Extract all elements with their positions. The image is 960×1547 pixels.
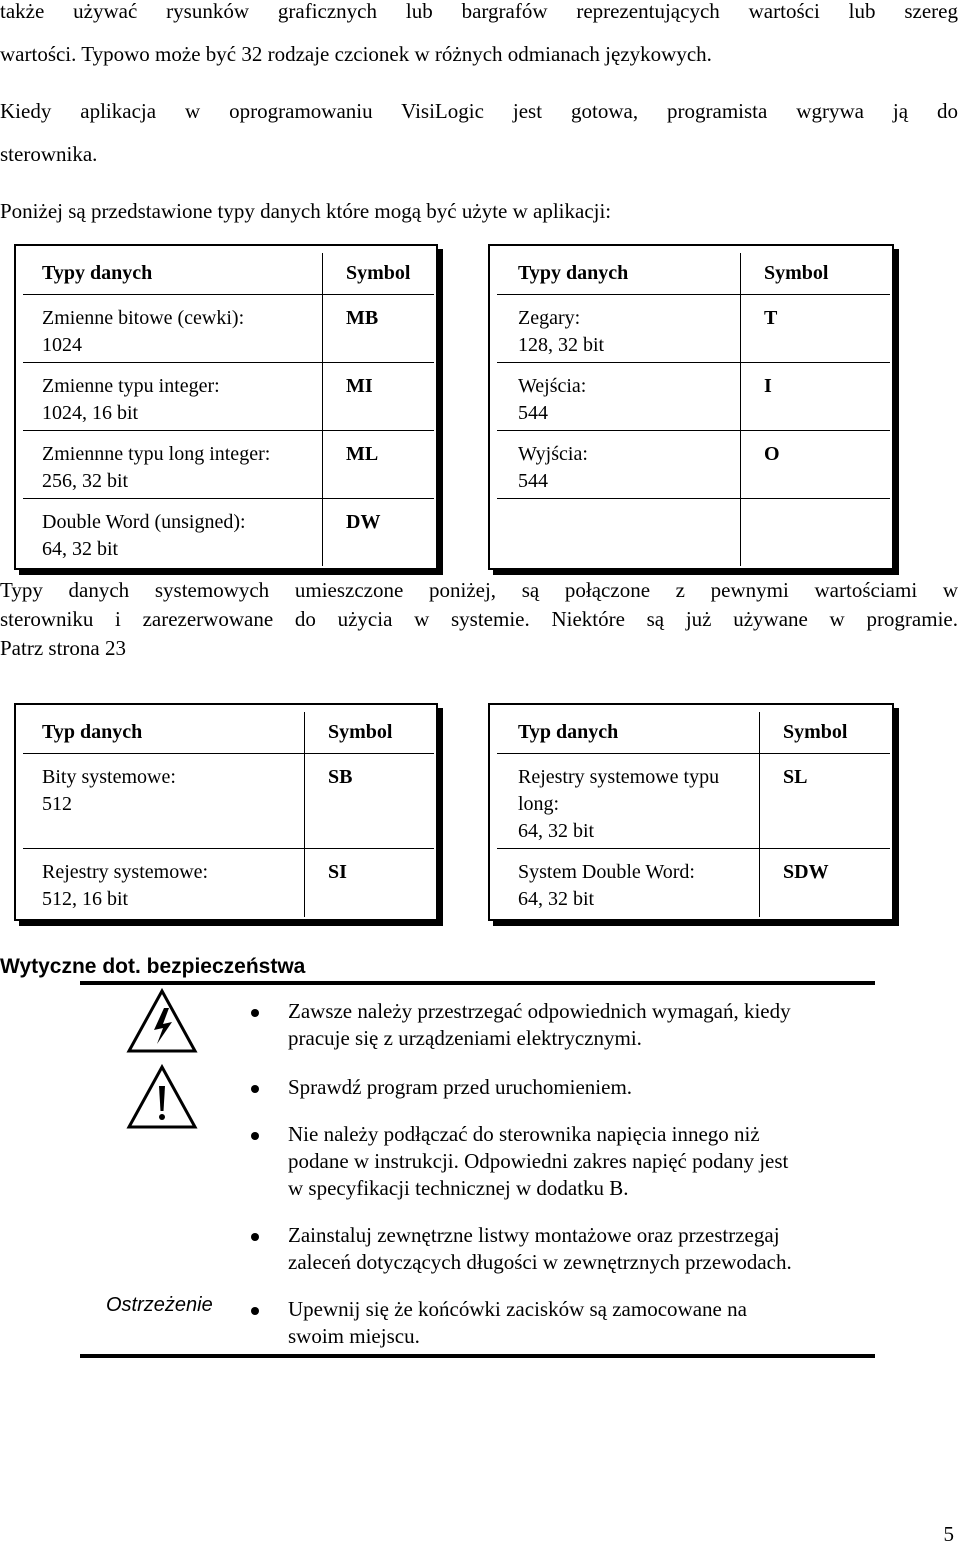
type-symbol: SI [328,861,347,883]
table-row [23,499,434,566]
type-name: Wyjścia: [518,443,588,465]
header-type: Typ danych [42,721,143,743]
type-name: Zegary: [518,307,581,329]
table-row [497,431,890,499]
type-name: Rejestry systemowe typu [518,766,720,788]
bullet-line: podane w instrukcji. Odpowiedni zakres napięć podany jest [288,1149,789,1173]
header-symbol: Symbol [764,262,829,284]
type-detail: 64, 32 bit [518,820,595,842]
type-detail: 64, 32 bit [518,888,595,910]
data-types-table-right [488,244,894,570]
table-header-row [497,253,890,295]
safety-bullet [288,998,878,1052]
type-name: Zmienne typu integer: [42,375,220,397]
type-name: Bity systemowe: [42,766,176,788]
table-row [497,295,890,363]
system-types-table-right [488,703,894,921]
header-symbol: Symbol [328,721,393,743]
safety-bullet [288,1074,878,1101]
table-row [23,363,434,431]
type-name: System Double Word: [518,861,695,883]
type-name-continued: long: [518,793,560,815]
bullet-line: Zainstaluj zewnętrzne listwy montażowe oraz przestrzegaj [288,1223,780,1247]
type-symbol: O [764,443,780,465]
bullet-dot [251,1307,259,1315]
bullet-line: pracuje się z urządzeniami elektrycznymi. [288,1026,642,1050]
system-text-line: sterowniku i zarezerwowane do użycia w systemie. Niektóre są już używane w programie. [0,607,958,631]
type-symbol: T [764,307,778,329]
type-detail: 512, 16 bit [42,888,129,910]
table-header-row [497,712,890,754]
type-symbol: ML [346,443,379,465]
type-name: Zmienne bitowe (cewki): [42,307,245,329]
system-text-line: Typy danych systemowych umieszczone poniżej, są połączone z pewnymi wartościami w [0,578,958,602]
type-name: Wejścia: [518,375,587,397]
table-row [23,431,434,499]
type-symbol: SB [328,766,353,788]
type-detail: 128, 32 bit [518,334,605,356]
bullet-line: w specyfikacji technicznej w dodatku B. [288,1176,629,1200]
type-symbol: MB [346,307,379,329]
type-symbol: MI [346,375,373,397]
type-detail: 544 [518,402,548,424]
header-symbol: Symbol [346,262,411,284]
table-row [23,754,434,849]
type-name: Rejestry systemowe: [42,861,209,883]
bullet-dot [251,1233,259,1241]
bullet-dot [251,1132,259,1140]
header-symbol: Symbol [783,721,848,743]
type-symbol: SDW [783,861,829,883]
type-detail: 64, 32 bit [42,538,119,560]
table-row [23,295,434,363]
type-symbol: SL [783,766,808,788]
type-symbol: DW [346,511,381,533]
table-row [497,363,890,431]
intro-line: także używać rysunków graficznych lub bargrafów reprezentujących wartości lub szereg [0,0,958,23]
type-detail: 256, 32 bit [42,470,129,492]
type-detail: 512 [42,793,72,815]
divider-bottom [80,1354,875,1358]
warning-label: Ostrzeżenie [106,1294,213,1316]
table-row [497,849,890,916]
divider-top [80,981,875,985]
safety-title: Wytyczne dot. bezpieczeństwa [0,955,306,978]
lightning-warning-icon [126,988,198,1054]
bullet-line: Nie należy podłączać do sterownika napięcia innego niż [288,1122,760,1146]
type-name: Zmiennne typu long integer: [42,443,271,465]
type-detail: 1024, 16 bit [42,402,139,424]
exclamation-warning-icon [126,1064,198,1130]
safety-bullet [288,1296,878,1350]
system-text-line: Patrz strona 23 [0,636,126,660]
safety-bullet [288,1121,878,1202]
intro-line: Kiedy aplikacja w oprogramowaniu VisiLogic jest gotowa, programista wgrywa ją do [0,99,958,123]
bullet-dot [251,1009,259,1017]
type-name: Double Word (unsigned): [42,511,246,533]
intro-line: wartości. Typowo może być 32 rodzaje czcionek w różnych odmianach językowych. [0,42,712,66]
bullet-line: Zawsze należy przestrzegać odpowiednich wymagań, kiedy [288,999,791,1023]
table-header-row [23,712,434,754]
bullet-line: Sprawdź program przed uruchomieniem. [288,1075,633,1099]
header-type: Typ danych [518,721,619,743]
bullet-line: swoim miejscu. [288,1324,420,1348]
type-detail: 544 [518,470,548,492]
type-detail: 1024 [42,334,82,356]
bullet-dot [251,1085,259,1093]
header-type: Typy danych [42,262,153,284]
bullet-line: zaleceń dotyczących długości w zewnętrznych przewodach. [288,1250,792,1274]
intro-line: sterownika. [0,142,98,166]
type-symbol: I [764,375,772,397]
page-number: 5 [943,1522,954,1546]
intro-line: Poniżej są przedstawione typy danych które mogą być użyte w aplikacji: [0,199,612,223]
table-row [23,849,434,916]
table-row-empty [497,499,890,566]
safety-bullet [288,1222,878,1276]
system-types-table-left [14,703,438,921]
data-types-table-left [14,244,438,570]
table-row [497,754,890,849]
table-header-row [23,253,434,295]
bullet-line: Upewnij się że końcówki zacisków są zamocowane na [288,1297,747,1321]
header-type: Typy danych [518,262,629,284]
